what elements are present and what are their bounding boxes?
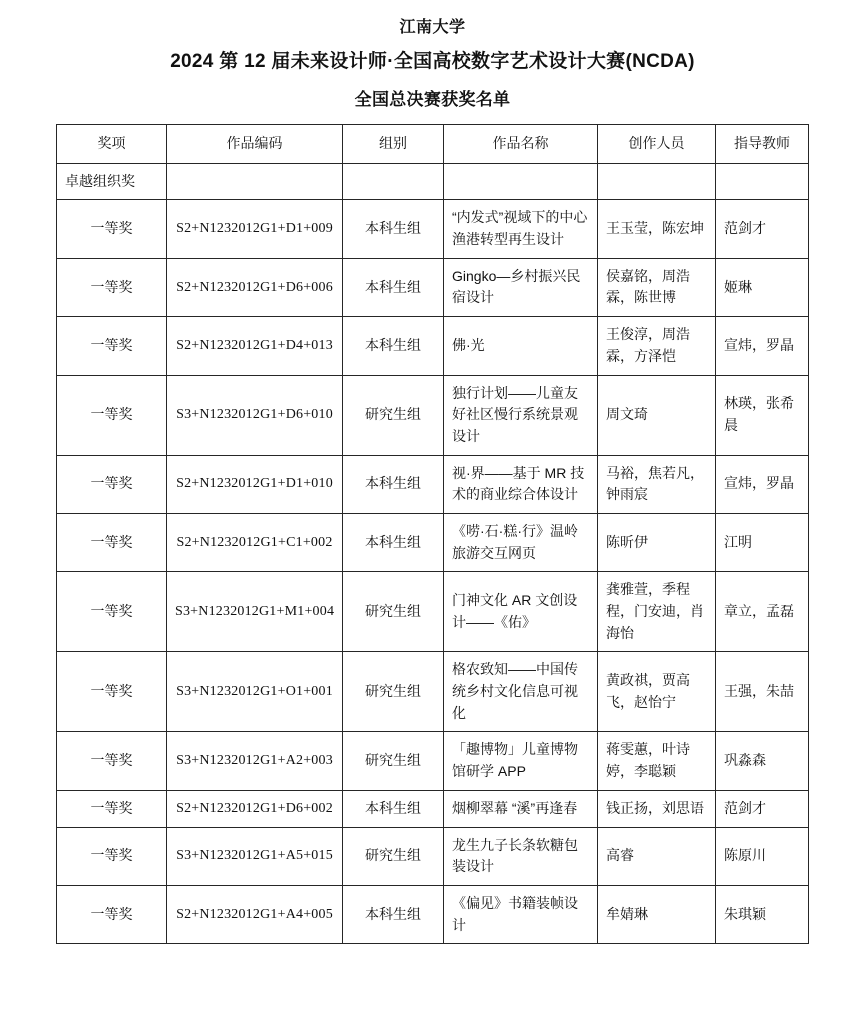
competition-title: 2024 第 12 届未来设计师·全国高校数字艺术设计大赛(NCDA): [170, 51, 695, 72]
cell-mentors: 林瑛，张希晨: [716, 375, 809, 455]
cell-award: 一等奖: [57, 258, 167, 316]
cell-authors: 陈昕伊: [598, 513, 716, 571]
award-table: [56, 124, 809, 944]
cell-authors: 龚雅萱，季程程，门安迪，肖海怡: [598, 572, 716, 652]
cell-group: 研究生组: [343, 827, 444, 885]
cell-award: 一等奖: [57, 827, 167, 885]
cell-work: 门神文化 AR 文创设计——《佑》: [444, 572, 598, 652]
cell-award: 一等奖: [57, 885, 167, 943]
cell-code: S3+N1232012G1+D6+010: [167, 375, 343, 455]
cell-group: 研究生组: [343, 732, 444, 790]
cell-work: 佛·光: [444, 317, 598, 375]
cell-work: 独行计划——儿童友好社区慢行系统景观设计: [444, 375, 598, 455]
table-header-row: [57, 125, 809, 164]
cell-mentors: 王强，朱喆: [716, 652, 809, 732]
table-row: [57, 258, 809, 316]
cell-mentors: 章立，孟磊: [716, 572, 809, 652]
cell-work: “内发式”视域下的中心渔港转型再生设计: [444, 200, 598, 258]
cell-work: 「趣博物」儿童博物馆研学 APP: [444, 732, 598, 790]
cell-authors: 马裕，焦若凡，钟雨宸: [598, 455, 716, 513]
table-row: [57, 652, 809, 732]
cell-code: S3+N1232012G1+O1+001: [167, 652, 343, 732]
cell-group: 研究生组: [343, 652, 444, 732]
section-empty-group: [343, 163, 444, 200]
cell-award: 一等奖: [57, 200, 167, 258]
table-row: [57, 827, 809, 885]
cell-authors: 黄政祺，贾高飞，赵怡宁: [598, 652, 716, 732]
cell-award: 一等奖: [57, 455, 167, 513]
table-row: [57, 885, 809, 943]
cell-group: 本科生组: [343, 317, 444, 375]
column-header-code: 作品编码: [167, 125, 343, 164]
table-header: [57, 125, 809, 164]
cell-mentors: 巩淼森: [716, 732, 809, 790]
column-header-mentors: 指导教师: [716, 125, 809, 164]
column-header-authors: 创作人员: [598, 125, 716, 164]
cell-code: S3+N1232012G1+A2+003: [167, 732, 343, 790]
cell-authors: 牟婧琳: [598, 885, 716, 943]
cell-group: 本科生组: [343, 258, 444, 316]
cell-code: S2+N1232012G1+D1+009: [167, 200, 343, 258]
cell-work: 烟柳翠幕 “溪”再逢春: [444, 790, 598, 827]
cell-award: 一等奖: [57, 375, 167, 455]
cell-work: 视·界——基于 MR 技术的商业综合体设计: [444, 455, 598, 513]
cell-award: 一等奖: [57, 572, 167, 652]
cell-mentors: 范剑才: [716, 790, 809, 827]
cell-authors: 蒋雯蕙，叶诗婷，李聪颖: [598, 732, 716, 790]
cell-mentors: 江明: [716, 513, 809, 571]
cell-code: S2+N1232012G1+D6+002: [167, 790, 343, 827]
table-row: [57, 200, 809, 258]
cell-code: S3+N1232012G1+A5+015: [167, 827, 343, 885]
cell-award: 一等奖: [57, 790, 167, 827]
cell-code: S2+N1232012G1+A4+005: [167, 885, 343, 943]
cell-work: 《偏见》书籍装帧设计: [444, 885, 598, 943]
cell-authors: 周文琦: [598, 375, 716, 455]
cell-code: S2+N1232012G1+C1+002: [167, 513, 343, 571]
list-title: 全国总决赛获奖名单: [354, 89, 511, 109]
table-row: [57, 317, 809, 375]
cell-award: 一等奖: [57, 317, 167, 375]
table-row: [57, 790, 809, 827]
cell-code: S2+N1232012G1+D4+013: [167, 317, 343, 375]
cell-mentors: 宣炜，罗晶: [716, 317, 809, 375]
cell-mentors: 朱琪颖: [716, 885, 809, 943]
cell-mentors: 范剑才: [716, 200, 809, 258]
section-empty-code: [167, 163, 343, 200]
table-row: [57, 375, 809, 455]
cell-mentors: 姬琳: [716, 258, 809, 316]
cell-work: 格农致知——中国传统乡村文化信息可视化: [444, 652, 598, 732]
column-header-group: 组别: [343, 125, 444, 164]
cell-mentors: 陈原川: [716, 827, 809, 885]
cell-group: 本科生组: [343, 455, 444, 513]
section-empty-authors: [598, 163, 716, 200]
cell-award: 一等奖: [57, 513, 167, 571]
cell-code: S2+N1232012G1+D6+006: [167, 258, 343, 316]
column-header-work: 作品名称: [444, 125, 598, 164]
cell-code: S2+N1232012G1+D1+010: [167, 455, 343, 513]
table-row: [57, 513, 809, 571]
cell-work: 《唠·石·糕·行》温岭旅游交互网页: [444, 513, 598, 571]
cell-group: 研究生组: [343, 572, 444, 652]
cell-group: 本科生组: [343, 790, 444, 827]
table-row: [57, 572, 809, 652]
cell-award: 一等奖: [57, 732, 167, 790]
cell-code: S3+N1232012G1+M1+004: [167, 572, 343, 652]
table-section-row: [57, 163, 809, 200]
table-row: [57, 732, 809, 790]
section-empty-mentors: [716, 163, 809, 200]
cell-group: 本科生组: [343, 885, 444, 943]
cell-authors: 侯嘉铭，周浩霖，陈世博: [598, 258, 716, 316]
cell-group: 研究生组: [343, 375, 444, 455]
table-row: [57, 455, 809, 513]
cell-award: 一等奖: [57, 652, 167, 732]
cell-mentors: 宣炜，罗晶: [716, 455, 809, 513]
section-label: 卓越组织奖: [57, 163, 167, 200]
cell-group: 本科生组: [343, 200, 444, 258]
cell-authors: 王玉莹，陈宏坤: [598, 200, 716, 258]
cell-authors: 高睿: [598, 827, 716, 885]
cell-authors: 王俊淳，周浩霖，方泽恺: [598, 317, 716, 375]
table-body: [57, 163, 809, 944]
cell-work: Gingko—乡村振兴民宿设计: [444, 258, 598, 316]
university-name: 江南大学: [399, 19, 466, 36]
cell-work: 龙生九子长条软糖包装设计: [444, 827, 598, 885]
cell-authors: 钱正扬，刘思语: [598, 790, 716, 827]
section-empty-work: [444, 163, 598, 200]
column-header-award: 奖项: [57, 125, 167, 164]
cell-group: 本科生组: [343, 513, 444, 571]
